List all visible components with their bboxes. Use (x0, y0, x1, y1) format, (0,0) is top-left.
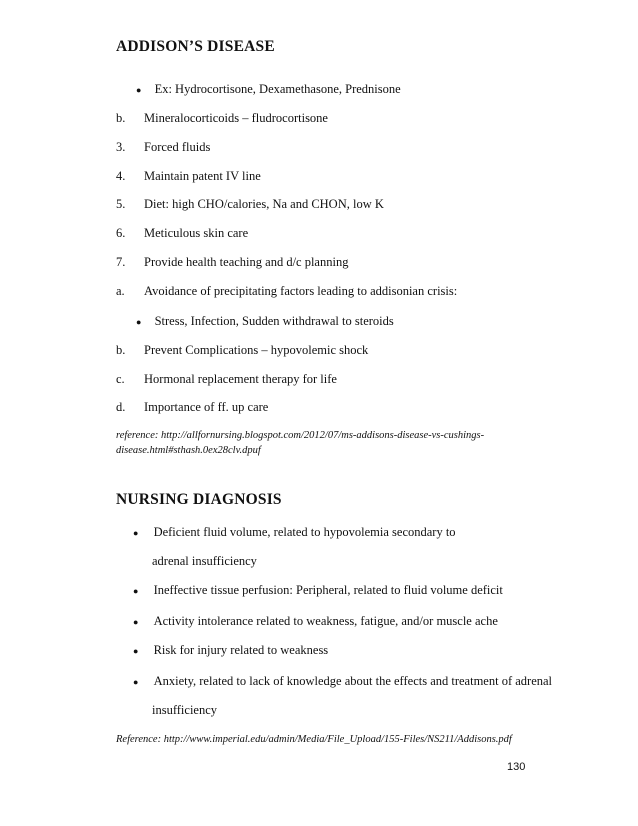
list-item-text: Hormonal replacement therapy for life (144, 372, 337, 386)
list-item (133, 674, 552, 689)
bullet-icon: ● (133, 646, 139, 657)
list-marker: d. (116, 400, 126, 414)
list-item-text: Anxiety, related to lack of knowledge about the effects and treatment of adrenal (153, 674, 553, 688)
list-item (136, 314, 394, 329)
list-item-text: Diet: high CHO/calories, Na and CHON, low K (144, 197, 384, 211)
list-marker: c. (116, 372, 125, 386)
bullet-icon: ● (136, 317, 142, 328)
list-item (136, 82, 401, 97)
list-item-text: Mineralocorticoids – fludrocortisone (144, 111, 328, 125)
reference-citation (116, 428, 484, 458)
list-item-text: Stress, Infection, Sudden withdrawal to steroids (154, 314, 394, 328)
page-number: 130 (507, 761, 526, 773)
list-item (116, 111, 328, 126)
bullet-icon: ● (133, 528, 139, 539)
list-item (133, 525, 456, 540)
bullet-icon: ● (136, 85, 142, 96)
reference-line: reference: http://allfornursing.blogspot.com/2012/07/ms-addisons-disease-vs-cushings- (116, 430, 485, 441)
list-item (116, 372, 337, 387)
list-marker: b. (116, 343, 126, 357)
list-item (133, 583, 503, 598)
list-item-text: Activity intolerance related to weakness, fatigue, and/or muscle ache (153, 614, 498, 628)
list-marker: 3. (116, 140, 126, 154)
list-marker: 4. (116, 169, 126, 183)
list-item (116, 400, 268, 415)
list-item (116, 226, 248, 241)
reference-line: disease.html#sthash.0ex28clv.dpuf (116, 445, 261, 456)
bullet-icon: ● (133, 617, 139, 628)
list-item-text: Deficient fluid volume, related to hypovolemia secondary to (153, 525, 456, 539)
list-item-text: Maintain patent IV line (144, 169, 261, 183)
list-item-text: Prevent Complications – hypovolemic shock (144, 343, 369, 357)
list-marker: 6. (116, 226, 126, 240)
list-item (116, 169, 261, 184)
list-item (116, 284, 457, 299)
list-item-text: Avoidance of precipitating factors leading to addisonian crisis: (144, 284, 458, 298)
list-item-text: Ex: Hydrocortisone, Dexamethasone, Prednisone (154, 82, 401, 96)
list-marker: a. (116, 284, 125, 298)
list-item-text: Forced fluids (144, 140, 211, 154)
list-item-continuation: adrenal insufficiency (152, 554, 257, 568)
bullet-icon: ● (133, 586, 139, 597)
list-item-text: Provide health teaching and d/c planning (144, 255, 349, 269)
list-marker: 5. (116, 197, 126, 211)
list-item (133, 614, 498, 629)
list-item-text: Risk for injury related to weakness (153, 643, 329, 657)
list-item (116, 343, 368, 358)
section-title-addisons: ADDISON’S DISEASE (116, 38, 275, 55)
list-item (116, 197, 384, 212)
reference-citation: Reference: http://www.imperial.edu/admin/Media/File_Upload/155-Files/NS211/Addisons.pdf (116, 734, 512, 745)
section-title-nursing-diagnosis: NURSING DIAGNOSIS (116, 491, 282, 508)
list-item (116, 140, 210, 155)
list-marker: b. (116, 111, 126, 125)
list-item (116, 255, 348, 270)
list-marker: 7. (116, 255, 126, 269)
list-item-continuation: insufficiency (152, 703, 218, 717)
list-item-text: Importance of ff. up care (144, 400, 269, 414)
list-item-text: Ineffective tissue perfusion: Peripheral, related to fluid volume deficit (153, 583, 503, 597)
list-item-text: Meticulous skin care (144, 226, 249, 240)
list-item (133, 643, 328, 658)
bullet-icon: ● (133, 677, 139, 688)
